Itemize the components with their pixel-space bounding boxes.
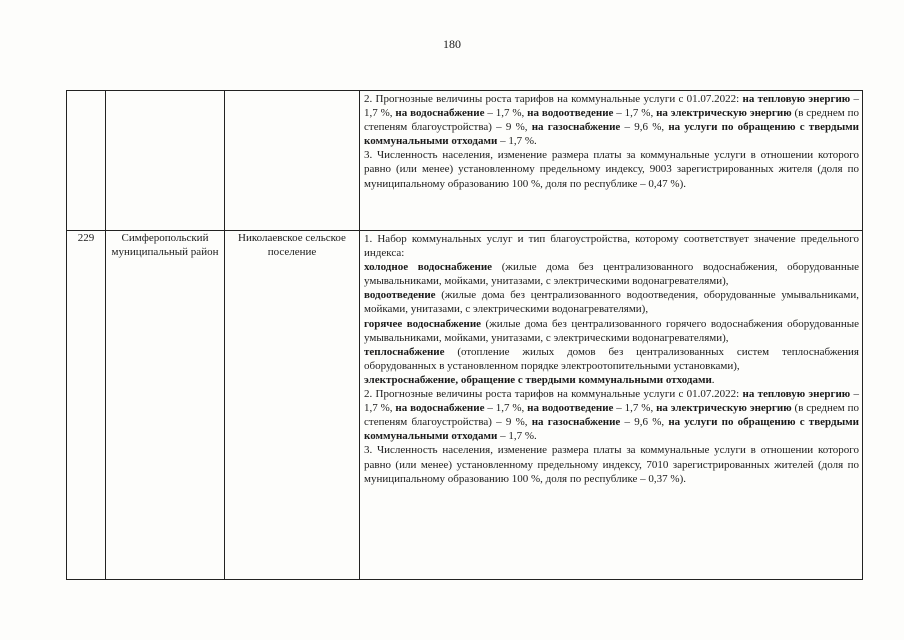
district-cell: [106, 91, 225, 231]
population-paragraph: 3. Численность населения, изменение размера платы за коммунальные услуги в отношении которого равно (или менее) установленному предельному индексу, 9003 зарегистрированных жителя (доля по муниципальному образованию 100 %, доля по республике – 0,47 %).: [364, 149, 859, 190]
population-paragraph: 3. Численность населения, изменение размера платы за коммунальные услуги в отношении которого равно (или менее) установленному предельному индексу, 7010 зарегистрированных жителей (доля по муниципальному образованию 100 %, доля по республике – 0,37 %).: [364, 444, 859, 485]
row-number: [67, 91, 106, 231]
cold-water-item: холодное водоснабжение (жилые дома без централизованного водоснабжения, оборудованные умывальниками, мойками, унитазами, с электрическими водонагревателями),: [364, 261, 859, 288]
description-cell: [360, 91, 863, 231]
district-cell: Симферопольский муниципальный район: [106, 231, 225, 580]
table-row: [67, 231, 863, 580]
drainage-item: водоотведение (жилые дома без централизованного водоотведения, оборудованные умывальниками, мойками, унитазами, с электрическими водонагревателями),: [364, 289, 859, 316]
tariff-paragraph: 2. Прогнозные величины роста тарифов на коммунальные услуги с 01.07.2022: на тепловую энергию – 1,7 %, на водоснабжение – 1,7 %, на водоотведение – 1,7 %, на электрическую энергию (в среднем по степеням благоустройства) – 9 %, на газоснабжение – 9,6 %, на услуги по обращению с твердыми коммунальными отходами – 1,7 %.: [364, 388, 859, 443]
heating-item: теплоснабжение (отопление жилых домов без централизованных систем теплоснабжения оборудованных в установленном порядке электроотопительными установками),: [364, 345, 859, 372]
settlement-cell: Николаевское сельское поселение: [225, 231, 360, 580]
page-number: 180: [443, 37, 461, 51]
row-number: 229: [67, 231, 106, 580]
electricity-item: электроснабжение, обращение с твердыми коммунальными отходами.: [364, 373, 715, 386]
tariff-paragraph: 2. Прогнозные величины роста тарифов на коммунальные услуги с 01.07.2022: на тепловую энергию – 1,7 %, на водоснабжение – 1,7 %, на водоотведение – 1,7 %, на электрическую энергию (в среднем по степеням благоустройства) – 9 %, на газоснабжение – 9,6 %, на услуги по обращению с твердыми коммунальными отходами – 1,7 %.: [364, 93, 859, 148]
description-cell: [360, 231, 863, 580]
settlement-cell: [225, 91, 360, 231]
services-intro: 1. Набор коммунальных услуг и тип благоустройства, которому соответствует значение предельного индекса:: [364, 233, 859, 260]
hot-water-item: горячее водоснабжение (жилые дома без централизованного горячего водоснабжения оборудованные умывальниками, мойками, унитазами, с электрическими водонагревателями),: [364, 317, 859, 344]
tariff-table: [66, 90, 863, 580]
table-row: [67, 91, 863, 231]
